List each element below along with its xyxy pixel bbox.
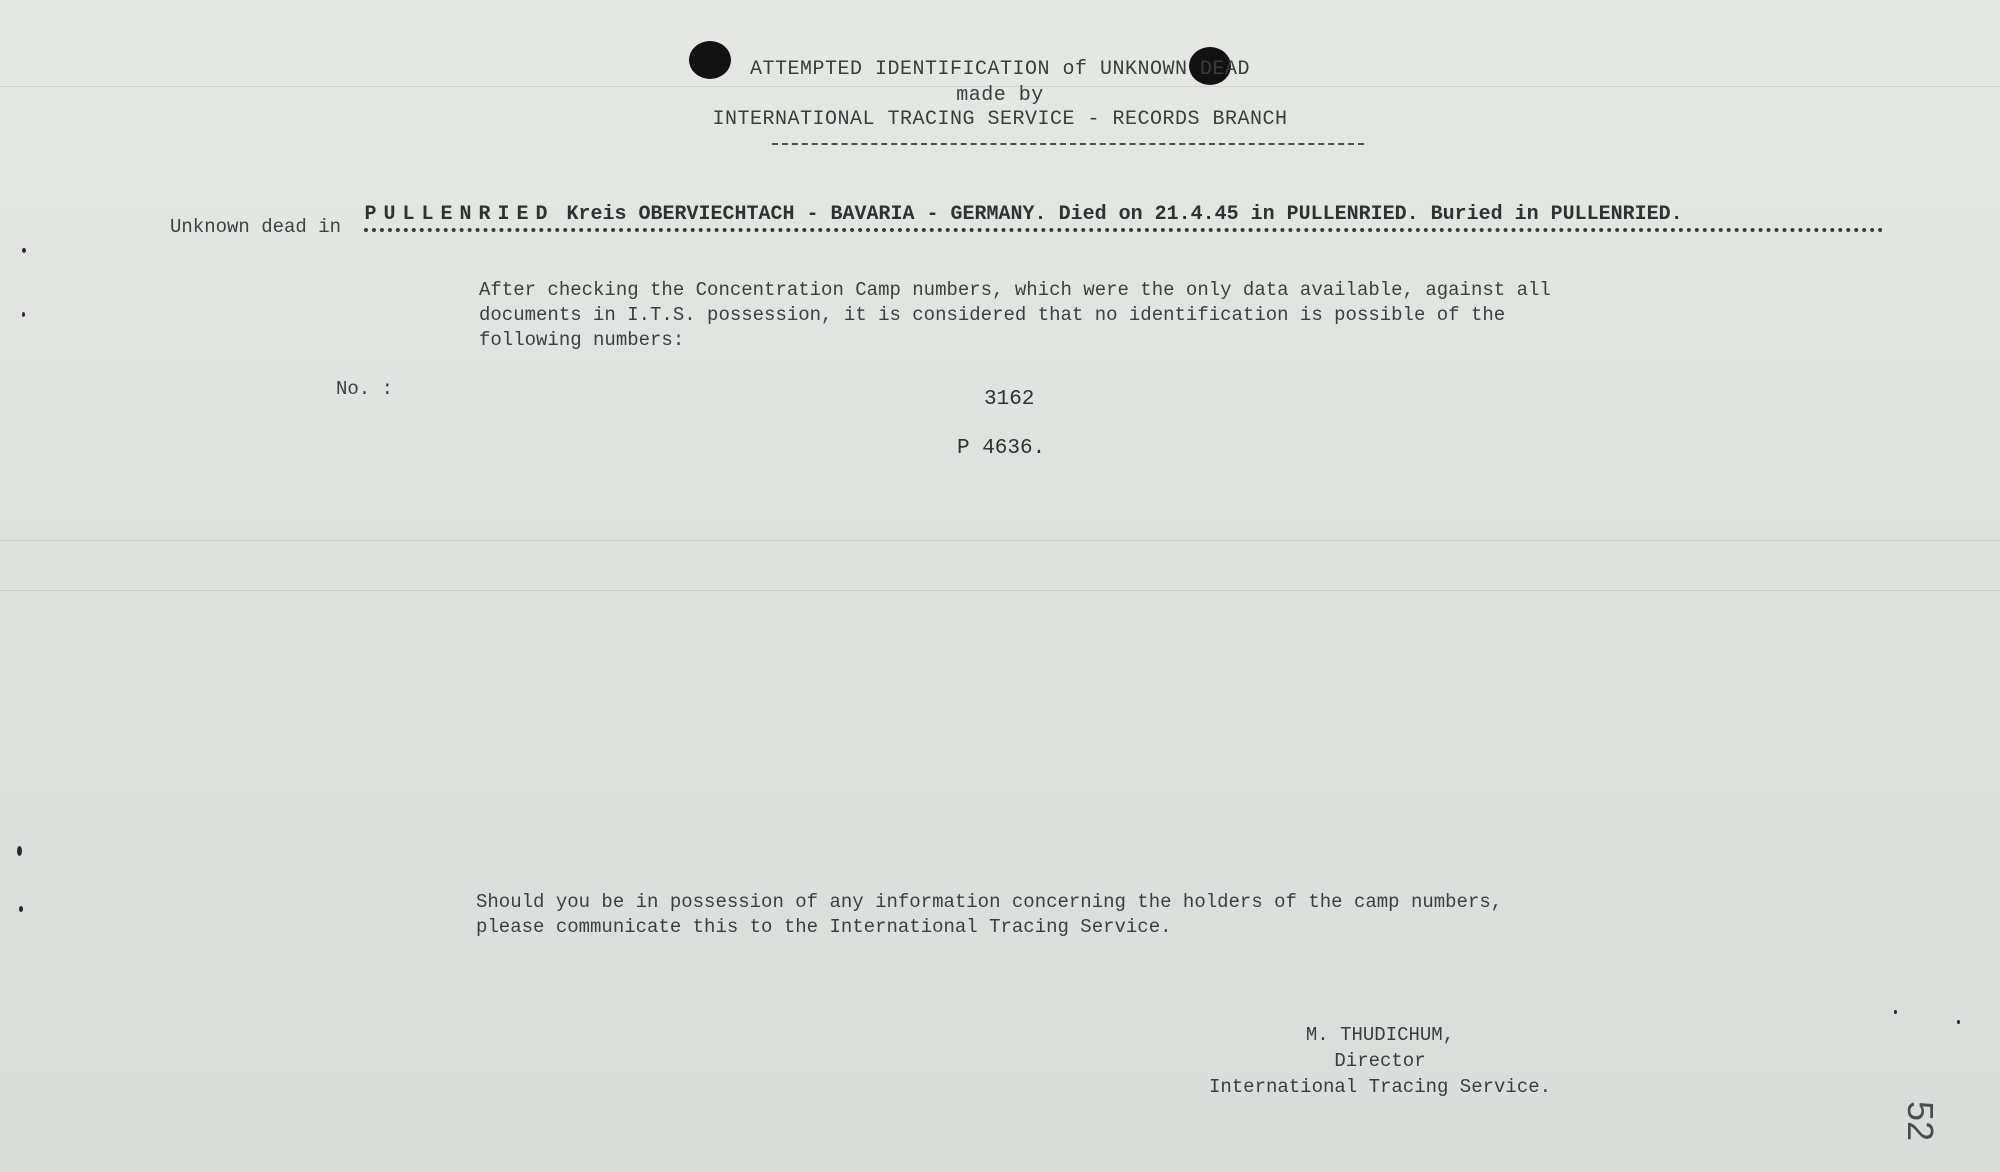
- signature-block: [1180, 1022, 1580, 1100]
- issuing-organization: INTERNATIONAL TRACING SERVICE - RECORDS BRANCH: [712, 108, 1288, 131]
- camp-number: 3162: [984, 388, 1035, 411]
- camp-number: P 4636.: [957, 437, 1046, 460]
- paper-rule: [0, 590, 2000, 591]
- paragraph-line: following numbers:: [479, 329, 685, 351]
- page-number: 52: [1900, 1100, 1942, 1142]
- paragraph-line: After checking the Concentration Camp numbers, which were the only data available, against all: [479, 279, 1551, 301]
- signatory-organization: International Tracing Service.: [1208, 1076, 1552, 1098]
- number-label: No. :: [336, 378, 394, 400]
- paper-speck: [22, 248, 26, 253]
- unknown-dead-label: Unknown dead in: [170, 216, 342, 238]
- title-underline: [772, 143, 1364, 145]
- paper-speck: [17, 846, 22, 856]
- place-name: PULLENRIED: [364, 203, 555, 226]
- paragraph-line: documents in I.T.S. possession, it is considered that no identification is possible of the: [479, 304, 1506, 326]
- paragraph-line: please communicate this to the International Tracing Service.: [476, 916, 1172, 938]
- signatory-title: Director: [1334, 1050, 1426, 1072]
- paper-speck: [1957, 1020, 1960, 1024]
- document-title: ATTEMPTED IDENTIFICATION of UNKNOWN DEAD: [749, 58, 1251, 81]
- signatory-name: M. THUDICHUM,: [1305, 1024, 1455, 1046]
- burial-place-details: [364, 203, 1884, 232]
- place-details: Kreis OBERVIECHTACH - BAVARIA - GERMANY. Died on 21.4.45 in PULLENRIED. Buried in PULLENRIED.: [566, 203, 1683, 226]
- paragraph-line: Should you be in possession of any information concerning the holders of the camp numbers,: [476, 891, 1503, 913]
- paper-speck: [22, 312, 25, 317]
- checking-paragraph: [479, 278, 1551, 353]
- paper-speck: [19, 906, 23, 912]
- document-subtitle: made by: [956, 84, 1044, 107]
- unknown-dead-row: [170, 203, 1884, 238]
- paper-rule: [0, 540, 2000, 541]
- request-paragraph: [476, 890, 1502, 940]
- paper-speck: [1894, 1010, 1897, 1014]
